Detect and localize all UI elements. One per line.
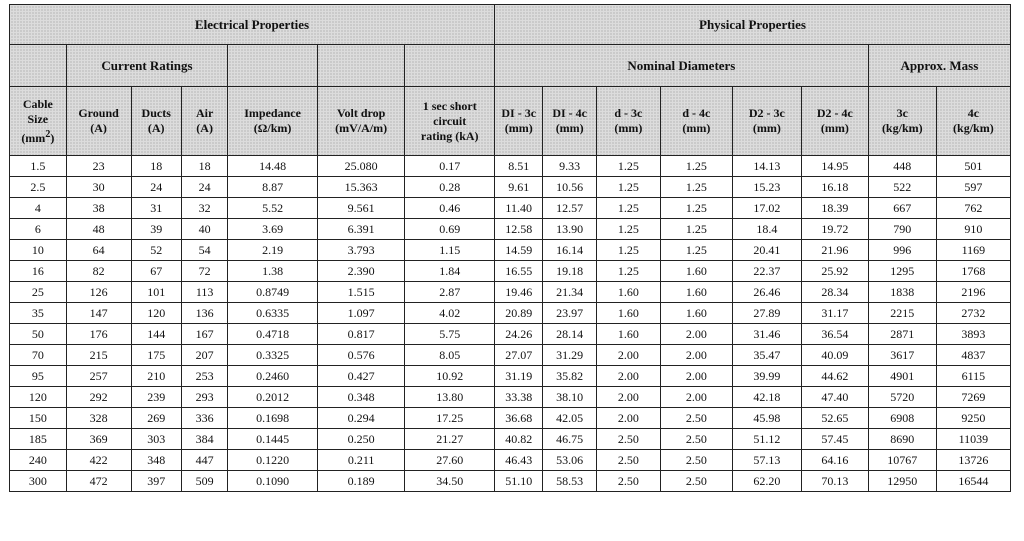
table-row — [10, 324, 1011, 345]
col-mass-3c: 3c (kg/km) — [868, 87, 936, 156]
table-cell: 24 — [181, 177, 227, 198]
table-cell: 384 — [181, 429, 227, 450]
table-cell: 6115 — [936, 366, 1010, 387]
table-cell: 82 — [66, 261, 131, 282]
table-cell: 10767 — [868, 450, 936, 471]
col-impedance: Impedance (Ω/km) — [228, 87, 318, 156]
table-cell: 39.99 — [732, 366, 801, 387]
table-cell: 47.40 — [801, 387, 868, 408]
table-cell: 24 — [131, 177, 181, 198]
table-cell: 52 — [131, 240, 181, 261]
table-cell: 11.40 — [495, 198, 543, 219]
table-cell: 53.06 — [543, 450, 597, 471]
table-cell: 1169 — [936, 240, 1010, 261]
table-cell: 31.17 — [801, 303, 868, 324]
table-cell: 19.46 — [495, 282, 543, 303]
table-cell: 18 — [181, 156, 227, 177]
table-cell: 35.82 — [543, 366, 597, 387]
electrical-properties-header: Electrical Properties — [10, 5, 495, 45]
table-cell: 2215 — [868, 303, 936, 324]
table-row — [10, 219, 1011, 240]
table-cell: 1.097 — [317, 303, 405, 324]
table-cell: 16.14 — [543, 240, 597, 261]
table-cell: 292 — [66, 387, 131, 408]
current-ratings-header: Current Ratings — [66, 45, 228, 87]
table-cell: 2.00 — [596, 387, 660, 408]
physical-properties-header: Physical Properties — [495, 5, 1011, 45]
table-cell: 1.25 — [596, 198, 660, 219]
table-cell: 10 — [10, 240, 67, 261]
col-d2-3c: D2 - 3c (mm) — [732, 87, 801, 156]
table-cell: 1.25 — [660, 219, 732, 240]
table-cell: 26.46 — [732, 282, 801, 303]
blank-header-cell — [228, 45, 318, 87]
table-cell: 667 — [868, 198, 936, 219]
table-cell: 18.39 — [801, 198, 868, 219]
table-cell: 7269 — [936, 387, 1010, 408]
table-cell: 27.89 — [732, 303, 801, 324]
table-cell: 28.14 — [543, 324, 597, 345]
table-cell: 1.25 — [596, 261, 660, 282]
table-cell: 62.20 — [732, 471, 801, 492]
table-cell: 70.13 — [801, 471, 868, 492]
table-cell: 1.5 — [10, 156, 67, 177]
table-cell: 14.59 — [495, 240, 543, 261]
table-row — [10, 429, 1011, 450]
table-cell: 1.60 — [660, 282, 732, 303]
table-cell: 14.48 — [228, 156, 318, 177]
table-cell: 27.07 — [495, 345, 543, 366]
table-cell: 150 — [10, 408, 67, 429]
table-cell: 38.10 — [543, 387, 597, 408]
col-mass-4c: 4c (kg/km) — [936, 87, 1010, 156]
table-cell: 28.34 — [801, 282, 868, 303]
table-cell: 1.25 — [660, 177, 732, 198]
table-cell: 34.50 — [405, 471, 495, 492]
table-cell: 57.45 — [801, 429, 868, 450]
table-row — [10, 366, 1011, 387]
table-cell: 910 — [936, 219, 1010, 240]
table-cell: 2.87 — [405, 282, 495, 303]
table-cell: 144 — [131, 324, 181, 345]
table-cell: 5.75 — [405, 324, 495, 345]
table-cell: 15.23 — [732, 177, 801, 198]
table-cell: 58.53 — [543, 471, 597, 492]
table-cell: 3893 — [936, 324, 1010, 345]
table-cell: 0.427 — [317, 366, 405, 387]
table-cell: 0.28 — [405, 177, 495, 198]
col-short-circuit-rating: 1 sec short circuit rating (kA) — [405, 87, 495, 156]
table-cell: 18 — [131, 156, 181, 177]
table-cell: 9.33 — [543, 156, 597, 177]
table-cell: 36.54 — [801, 324, 868, 345]
table-cell: 2.00 — [596, 366, 660, 387]
table-cell: 42.05 — [543, 408, 597, 429]
table-cell: 23 — [66, 156, 131, 177]
table-cell: 36.68 — [495, 408, 543, 429]
table-cell: 0.1698 — [228, 408, 318, 429]
table-cell: 16544 — [936, 471, 1010, 492]
table-cell: 40.09 — [801, 345, 868, 366]
col-d-3c: d - 3c (mm) — [596, 87, 660, 156]
table-cell: 25 — [10, 282, 67, 303]
table-body — [10, 156, 1011, 492]
table-cell: 67 — [131, 261, 181, 282]
table-row — [10, 282, 1011, 303]
table-cell: 0.2460 — [228, 366, 318, 387]
table-cell: 2.00 — [596, 345, 660, 366]
table-cell: 31.19 — [495, 366, 543, 387]
table-cell: 48 — [66, 219, 131, 240]
table-cell: 10.56 — [543, 177, 597, 198]
table-cell: 5.52 — [228, 198, 318, 219]
table-cell: 1.60 — [660, 303, 732, 324]
table-cell: 9.61 — [495, 177, 543, 198]
table-cell: 501 — [936, 156, 1010, 177]
table-cell: 8.87 — [228, 177, 318, 198]
col-ducts: Ducts (A) — [131, 87, 181, 156]
table-cell: 4.02 — [405, 303, 495, 324]
col-d2-4c: D2 - 4c (mm) — [801, 87, 868, 156]
table-cell: 2.50 — [596, 450, 660, 471]
table-cell: 472 — [66, 471, 131, 492]
table-cell: 300 — [10, 471, 67, 492]
table-cell: 2.50 — [660, 450, 732, 471]
table-cell: 0.17 — [405, 156, 495, 177]
table-cell: 1.60 — [660, 261, 732, 282]
table-cell: 11039 — [936, 429, 1010, 450]
table-cell: 1.25 — [596, 240, 660, 261]
table-cell: 1.515 — [317, 282, 405, 303]
table-cell: 1.25 — [596, 156, 660, 177]
table-cell: 120 — [131, 303, 181, 324]
table-cell: 46.43 — [495, 450, 543, 471]
table-cell: 40 — [181, 219, 227, 240]
table-cell: 175 — [131, 345, 181, 366]
table-cell: 72 — [181, 261, 227, 282]
table-cell: 22.37 — [732, 261, 801, 282]
table-cell: 1.60 — [596, 282, 660, 303]
col-volt-drop: Volt drop (mV/A/m) — [317, 87, 405, 156]
table-cell: 95 — [10, 366, 67, 387]
table-cell: 1.25 — [660, 240, 732, 261]
table-cell: 2.00 — [660, 324, 732, 345]
col-ground: Ground (A) — [66, 87, 131, 156]
table-cell: 10.92 — [405, 366, 495, 387]
table-cell: 3.69 — [228, 219, 318, 240]
table-cell: 2.00 — [660, 366, 732, 387]
table-row — [10, 408, 1011, 429]
table-cell: 0.6335 — [228, 303, 318, 324]
table-cell: 126 — [66, 282, 131, 303]
table-cell: 210 — [131, 366, 181, 387]
table-cell: 113 — [181, 282, 227, 303]
table-cell: 52.65 — [801, 408, 868, 429]
table-cell: 64.16 — [801, 450, 868, 471]
table-cell: 31 — [131, 198, 181, 219]
table-cell: 1.38 — [228, 261, 318, 282]
table-cell: 8690 — [868, 429, 936, 450]
table-cell: 176 — [66, 324, 131, 345]
table-cell: 1.25 — [596, 177, 660, 198]
blank-header-cell — [405, 45, 495, 87]
table-cell: 4901 — [868, 366, 936, 387]
table-cell: 17.02 — [732, 198, 801, 219]
table-cell: 2.00 — [660, 345, 732, 366]
table-cell: 790 — [868, 219, 936, 240]
nominal-diameters-header: Nominal Diameters — [495, 45, 869, 87]
col-air: Air (A) — [181, 87, 227, 156]
table-row — [10, 345, 1011, 366]
table-cell: 32 — [181, 198, 227, 219]
table-cell: 54 — [181, 240, 227, 261]
table-cell: 12.57 — [543, 198, 597, 219]
table-cell: 293 — [181, 387, 227, 408]
table-cell: 2.50 — [596, 429, 660, 450]
table-cell: 1295 — [868, 261, 936, 282]
table-cell: 240 — [10, 450, 67, 471]
table-cell: 24.26 — [495, 324, 543, 345]
table-cell: 0.1090 — [228, 471, 318, 492]
table-cell: 8.51 — [495, 156, 543, 177]
table-cell: 31.29 — [543, 345, 597, 366]
table-row — [10, 156, 1011, 177]
table-cell: 509 — [181, 471, 227, 492]
table-cell: 2.00 — [596, 408, 660, 429]
table-cell: 1768 — [936, 261, 1010, 282]
table-cell: 1.60 — [596, 324, 660, 345]
table-cell: 1.25 — [660, 198, 732, 219]
table-cell: 25.92 — [801, 261, 868, 282]
table-cell: 1.15 — [405, 240, 495, 261]
table-cell: 0.2012 — [228, 387, 318, 408]
table-cell: 20.89 — [495, 303, 543, 324]
cable-data-sheet — [9, 4, 1011, 492]
table-cell: 45.98 — [732, 408, 801, 429]
table-row — [10, 240, 1011, 261]
table-cell: 40.82 — [495, 429, 543, 450]
approx-mass-header: Approx. Mass — [868, 45, 1010, 87]
table-cell: 1.25 — [596, 219, 660, 240]
table-cell: 2.5 — [10, 177, 67, 198]
table-row — [10, 471, 1011, 492]
table-cell: 17.25 — [405, 408, 495, 429]
table-cell: 70 — [10, 345, 67, 366]
table-cell: 2.390 — [317, 261, 405, 282]
table-cell: 369 — [66, 429, 131, 450]
table-cell: 207 — [181, 345, 227, 366]
table-cell: 44.62 — [801, 366, 868, 387]
table-cell: 12.58 — [495, 219, 543, 240]
table-cell: 18.4 — [732, 219, 801, 240]
table-cell: 0.4718 — [228, 324, 318, 345]
table-cell: 522 — [868, 177, 936, 198]
table-cell: 9250 — [936, 408, 1010, 429]
table-cell: 0.189 — [317, 471, 405, 492]
table-cell: 0.1445 — [228, 429, 318, 450]
table-cell: 257 — [66, 366, 131, 387]
table-cell: 46.75 — [543, 429, 597, 450]
table-cell: 0.211 — [317, 450, 405, 471]
table-cell: 3.793 — [317, 240, 405, 261]
cable-properties-table — [9, 4, 1011, 492]
table-cell: 447 — [181, 450, 227, 471]
table-cell: 448 — [868, 156, 936, 177]
table-cell: 2.50 — [660, 429, 732, 450]
table-cell: 348 — [131, 450, 181, 471]
table-cell: 239 — [131, 387, 181, 408]
table-cell: 12950 — [868, 471, 936, 492]
table-cell: 21.27 — [405, 429, 495, 450]
table-cell: 19.18 — [543, 261, 597, 282]
table-cell: 0.46 — [405, 198, 495, 219]
table-cell: 31.46 — [732, 324, 801, 345]
table-cell: 269 — [131, 408, 181, 429]
table-cell: 6 — [10, 219, 67, 240]
table-cell: 0.8749 — [228, 282, 318, 303]
table-cell: 13.80 — [405, 387, 495, 408]
table-row — [10, 198, 1011, 219]
table-row — [10, 261, 1011, 282]
table-cell: 14.13 — [732, 156, 801, 177]
table-cell: 336 — [181, 408, 227, 429]
table-cell: 2.50 — [660, 471, 732, 492]
table-cell: 136 — [181, 303, 227, 324]
table-cell: 762 — [936, 198, 1010, 219]
table-cell: 27.60 — [405, 450, 495, 471]
table-cell: 120 — [10, 387, 67, 408]
table-cell: 303 — [131, 429, 181, 450]
col-di-3c: DI - 3c (mm) — [495, 87, 543, 156]
table-cell: 14.95 — [801, 156, 868, 177]
table-cell: 2.19 — [228, 240, 318, 261]
table-cell: 167 — [181, 324, 227, 345]
table-cell: 23.97 — [543, 303, 597, 324]
table-cell: 15.363 — [317, 177, 405, 198]
table-cell: 147 — [66, 303, 131, 324]
table-cell: 42.18 — [732, 387, 801, 408]
table-cell: 25.080 — [317, 156, 405, 177]
table-cell: 215 — [66, 345, 131, 366]
table-cell: 20.41 — [732, 240, 801, 261]
col-d-4c: d - 4c (mm) — [660, 87, 732, 156]
table-cell: 13726 — [936, 450, 1010, 471]
table-cell: 597 — [936, 177, 1010, 198]
table-cell: 21.34 — [543, 282, 597, 303]
table-cell: 2196 — [936, 282, 1010, 303]
table-cell: 2.50 — [596, 471, 660, 492]
table-cell: 64 — [66, 240, 131, 261]
table-cell: 1.60 — [596, 303, 660, 324]
table-cell: 57.13 — [732, 450, 801, 471]
table-cell: 5720 — [868, 387, 936, 408]
table-cell: 6908 — [868, 408, 936, 429]
table-cell: 996 — [868, 240, 936, 261]
table-cell: 13.90 — [543, 219, 597, 240]
table-cell: 185 — [10, 429, 67, 450]
blank-header-cell — [10, 45, 67, 87]
table-cell: 101 — [131, 282, 181, 303]
table-cell: 16.55 — [495, 261, 543, 282]
col-di-4c: DI - 4c (mm) — [543, 87, 597, 156]
table-cell: 4 — [10, 198, 67, 219]
table-cell: 3617 — [868, 345, 936, 366]
table-cell: 4837 — [936, 345, 1010, 366]
blank-header-cell — [317, 45, 405, 87]
table-cell: 0.250 — [317, 429, 405, 450]
table-cell: 21.96 — [801, 240, 868, 261]
col-cable-size: Cable Size $(mm^2)$ — [10, 87, 67, 156]
table-cell: 0.576 — [317, 345, 405, 366]
table-cell: 16.18 — [801, 177, 868, 198]
table-cell: 2.00 — [660, 387, 732, 408]
table-cell: 33.38 — [495, 387, 543, 408]
table-cell: 0.348 — [317, 387, 405, 408]
table-cell: 2871 — [868, 324, 936, 345]
table-cell: 19.72 — [801, 219, 868, 240]
table-cell: 397 — [131, 471, 181, 492]
table-cell: 0.817 — [317, 324, 405, 345]
table-row — [10, 387, 1011, 408]
table-cell: 1.84 — [405, 261, 495, 282]
table-cell: 253 — [181, 366, 227, 387]
table-cell: 422 — [66, 450, 131, 471]
table-cell: 1.25 — [660, 156, 732, 177]
table-cell: 0.69 — [405, 219, 495, 240]
table-cell: 1838 — [868, 282, 936, 303]
table-cell: 35.47 — [732, 345, 801, 366]
table-cell: 8.05 — [405, 345, 495, 366]
table-cell: 35 — [10, 303, 67, 324]
table-cell: 30 — [66, 177, 131, 198]
table-row — [10, 303, 1011, 324]
table-cell: 51.10 — [495, 471, 543, 492]
table-cell: 38 — [66, 198, 131, 219]
table-row — [10, 177, 1011, 198]
table-cell: 0.1220 — [228, 450, 318, 471]
table-cell: 6.391 — [317, 219, 405, 240]
table-cell: 2732 — [936, 303, 1010, 324]
table-cell: 9.561 — [317, 198, 405, 219]
table-cell: 2.50 — [660, 408, 732, 429]
table-cell: 51.12 — [732, 429, 801, 450]
table-row — [10, 450, 1011, 471]
table-cell: 50 — [10, 324, 67, 345]
table-cell: 16 — [10, 261, 67, 282]
table-cell: 0.3325 — [228, 345, 318, 366]
table-cell: 0.294 — [317, 408, 405, 429]
table-cell: 39 — [131, 219, 181, 240]
table-cell: 328 — [66, 408, 131, 429]
